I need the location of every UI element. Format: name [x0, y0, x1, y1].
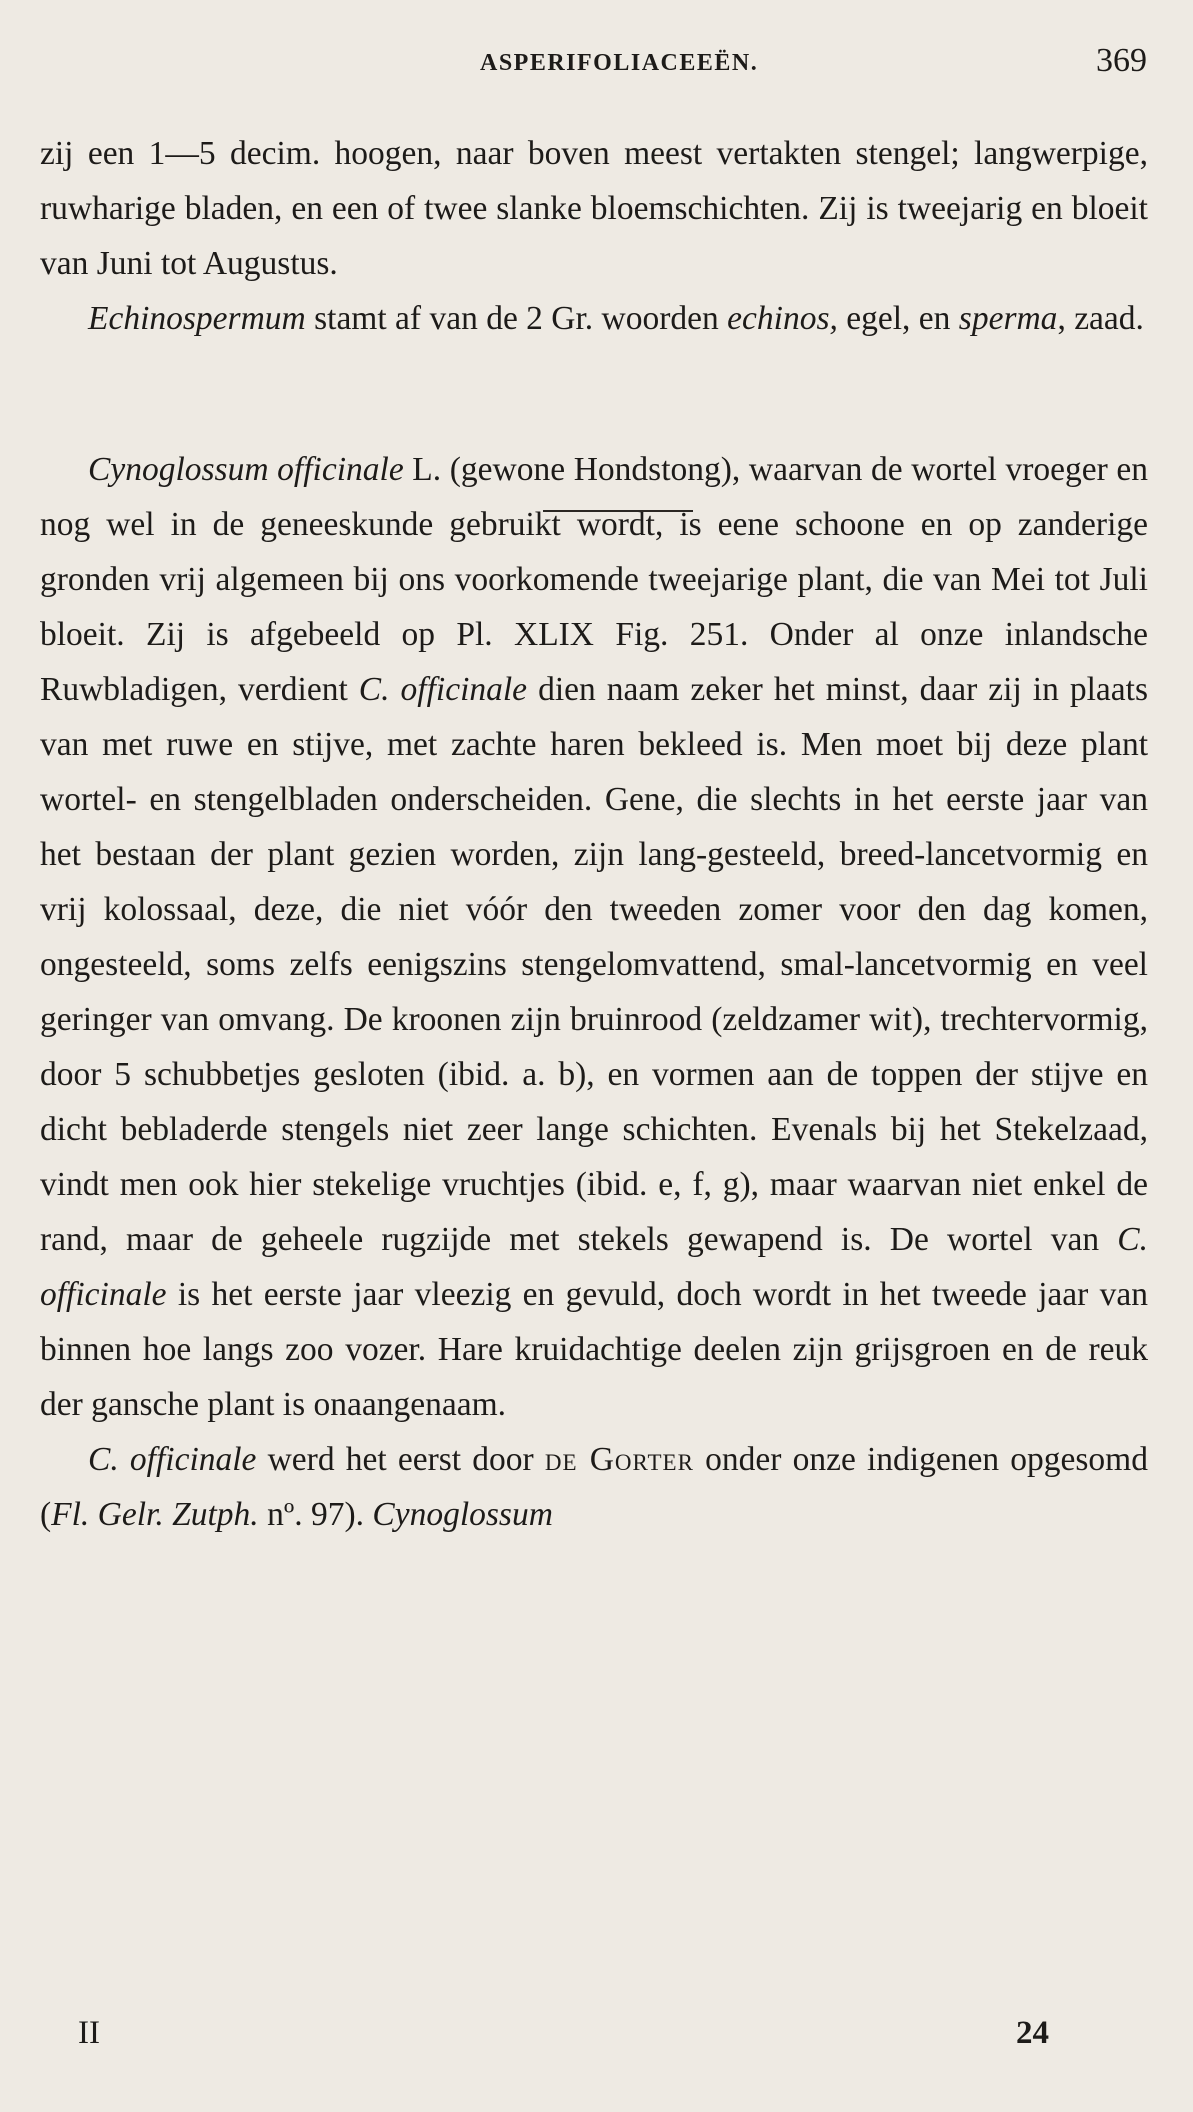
- text-run: Fl. Gelr. Zutph.: [51, 1496, 259, 1533]
- paragraph-2: [40, 291, 1148, 346]
- text-run: stamt af van de 2 Gr. woorden: [305, 300, 728, 337]
- text-run: sperma: [958, 300, 1058, 337]
- page-footer: [40, 2015, 1153, 2065]
- text-run: echinos,: [727, 300, 838, 337]
- paragraph-3: [40, 442, 1148, 1432]
- text-run: nº. 97).: [258, 1496, 373, 1533]
- text-run: Cynoglossum: [372, 1496, 553, 1533]
- page-header: [40, 42, 1153, 82]
- text-run: C. officinale: [358, 671, 528, 708]
- paragraph-1: [40, 126, 1148, 291]
- text-run: egel, en: [837, 300, 959, 337]
- text-run: dien naam zeker het minst, daar zij in plaats van met ruwe en stijve, met zachte haren bekleed is. Men moet bij deze plant wortel- en stengelbladen onderscheiden. Gene, die slechts in het eerste jaar van het bestaan der plant gezien worden, zijn lang-gesteeld, breed-lancetvormig en vrij kolossaal, deze, die niet vóór den tweeden zomer voor den dag komen, ongesteeld, soms zelfs eenigszins stengelomvattend, smal-lancetvormig en veel geringer van omvang. De kroonen zijn bruinrood (zeldzamer wit), trechtervormig, door 5 schubbetjes gesloten (ibid. a. b), en vormen aan de toppen der stijve en dicht bebladerde stengels niet zeer lange schichten. Evenals bij het Stekelzaad, vindt men ook hier stekelige vruchtjes (ibid. e, f, g), maar waarvan niet enkel de rand, maar de geheele rugzijde met stekels gewapend is. De wortel van: [40, 671, 1148, 1258]
- running-head: ASPERIFOLIACEEËN.: [480, 50, 759, 76]
- text-run: , zaad.: [1057, 300, 1144, 337]
- text-run: de Gorter: [544, 1441, 694, 1478]
- paragraph-4: [40, 1432, 1148, 1542]
- text-run: werd het eerst door: [256, 1441, 545, 1478]
- gathering-number: 24: [1016, 2015, 1049, 2051]
- signature-mark: II: [78, 2015, 100, 2051]
- text-run: Echinospermum: [88, 300, 306, 337]
- text-run: onder onze indigenen opgesomd (: [40, 1441, 1148, 1533]
- section-separator-rule: [543, 510, 693, 512]
- body-text: [40, 126, 1148, 1542]
- text-run: L. (gewone Hondstong), waarvan de wortel vroeger en nog wel in de geneeskunde gebruikt wordt, is eene schoone en op zanderige gronden vrij algemeen bij ons voorkomende tweejarige plant, die van Mei tot Juli bloeit. Zij is afgebeeld op Pl. XLIX Fig. 251. Onder al onze inlandsche Ruwbladigen, verdient: [40, 451, 1148, 708]
- page-number: 369: [1096, 42, 1147, 79]
- text-run: C. officinale: [88, 1441, 257, 1478]
- text-run: C. officinale: [40, 1221, 1148, 1313]
- text-run: zij een 1—5 decim. hoogen, naar boven meest vertakten stengel; langwerpige, ruwharige bladen, en een of twee slanke bloemschichten. Zij is tweejarig en bloeit van Juni tot Augustus.: [40, 135, 1148, 282]
- text-run: Cynoglossum officinale: [88, 451, 404, 488]
- text-run: is het eerste jaar vleezig en gevuld, doch wordt in het tweede jaar van binnen hoe langs zoo vozer. Hare kruidachtige deelen zijn grijsgroen en de reuk der gansche plant is onaangenaam.: [40, 1276, 1148, 1423]
